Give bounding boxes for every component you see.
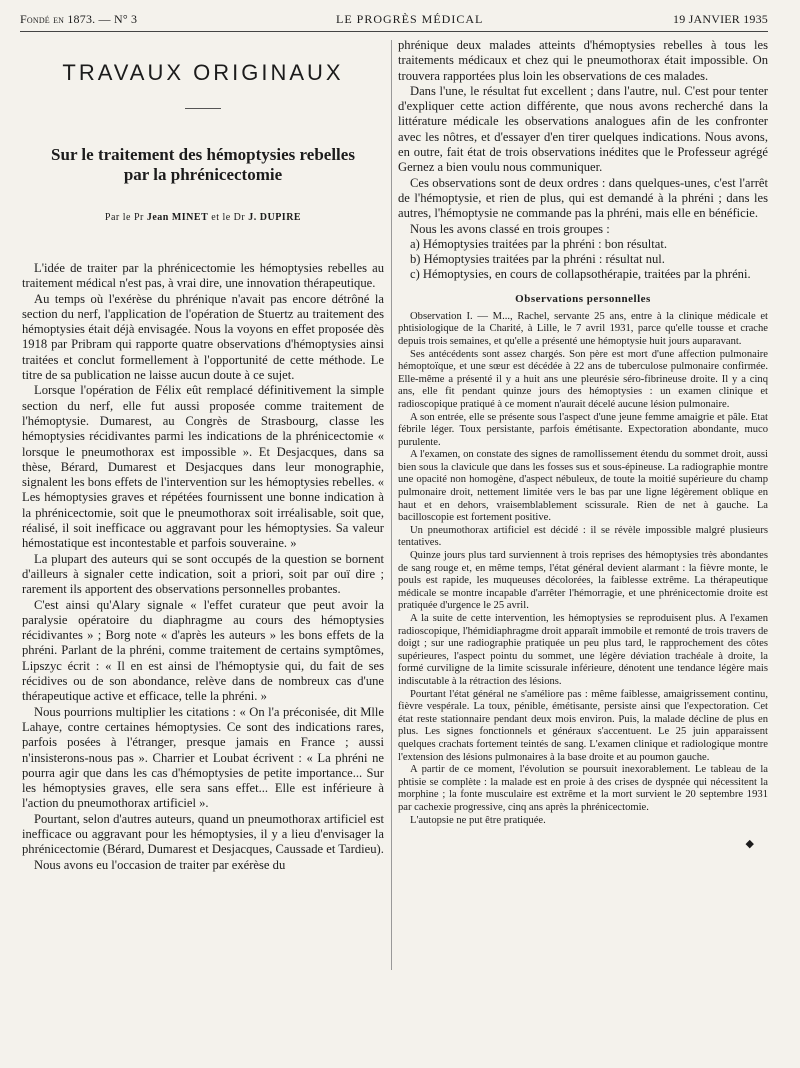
paragraph: Pourtant, selon d'autres auteurs, quand un pneumothorax artificiel est inefficace ou aggravant pour les hémoptysies, il y a lieu d'envisager la phrénicectomie (Bérard, Dumarest et Desjacques, Caussade et Tardieu). — [22, 811, 384, 857]
authors-mid: et le Dr — [211, 212, 246, 223]
observations-heading: Observations personnelles — [515, 292, 651, 305]
article-authors — [22, 212, 384, 223]
right-column — [398, 38, 768, 850]
paragraph: La plupart des auteurs qui se sont occupés de la question se bornent d'ailleurs à signaler cette indication, soit a priori, soit par ouï dire ; rarement ils apportent des observations personnelles probantes. — [22, 551, 384, 597]
authors-prefix: Par le Pr — [104, 212, 144, 223]
paragraph: phrénique deux malades atteints d'hémoptysies rebelles à tous les traitements médicaux et chez qui le pneumothorax était impossible. On trouvera rapportées plus loin les observations de ces malades. — [398, 38, 768, 83]
observation-paragraph: A partir de ce moment, l'évolution se poursuit inexorablement. Le tableau de la phtisie se complète : la malade est en proie à des crises de dyspnée qui nécessitent la morphine ; la fonte musculaire est extrême et la mort survient le 20 septembre 1931 par cachexie progressive, cinq ans après la phrénicectomie. — [398, 764, 768, 813]
column-divider — [391, 40, 392, 970]
observations-body — [398, 311, 768, 827]
left-column — [22, 38, 384, 873]
title-rule — [185, 108, 221, 109]
observation-paragraph: Quinze jours plus tard surviennent à trois reprises des hémoptysies très abondantes de sang rouge et, en même temps, l'état général devient alarmant : la fièvre monte, le pouls est rapide, les muqueuses décolorées, la faiblesse extrême. La thérapeutique médicale se montre incapable d'arrêter l'hémorragie, et une phrénicectomie droite est pratiquée d'urgence le 25 avril. — [398, 550, 768, 612]
paragraph: C'est ainsi qu'Alary signale « l'effet curateur que peut avoir la paralysie opératoire du diaphragme au cours des hémoptysies récidivantes » ; Borg note « d'après les auteurs » les bons effets de la phréni. Parlant de la phréni, comme traitement de certains symptômes, Lipszyc écrit : « Il en est ainsi de l'hémoptysie qui, du fait de ses récidives ou de son abondance, relève dans de nombreux cas d'une thérapeutique active et efficace, telle la phréni. » — [22, 597, 384, 704]
paragraph: Ces observations sont de deux ordres : dans quelques-unes, c'est l'arrêt de l'hémoptysie, et rien de plus, qui est demandé à la phréni ; dans les autres, l'hémoptysie ne commande pas la phréni, mais elle en bénéficie. — [398, 175, 768, 221]
header-date: 19 JANVIER 1935 — [673, 12, 768, 26]
paragraph: L'idée de traiter par la phrénicectomie les hémoptysies rebelles au traitement médical n'est pas, à vrai dire, une innovation thérapeutique. — [22, 261, 384, 291]
paragraph: Lorsque l'opération de Félix eût remplacé définitivement la simple section du nerf, elle fut aussi proposée comme traitement de l'hémoptysie. Dumarest, au Congrès de Strasbourg, classe les hémoptysies récidivantes parmi les indications de la phrénicectomie « lorsque le pneumothorax est impossible ». Et Desjacques, dans sa thèse, Bérard, Dumarest et Desjacques dans leur monographie, signalent les bons effets de l'intervention sur les hémoptysies rebelles. « Les hémoptysies graves et répétées fournissent une bonne indication à la phrénicectomie, soit que le pneumothorax soit irréalisable, soit que, réalisé, il soit inefficace ou aggravant pour les hémoptysies. Sa valeur hémostatique est incontestable et parfois souveraine. » — [22, 383, 384, 551]
observation-paragraph: A l'examen, on constate des signes de ramollissement étendu du sommet droit, aussi bien sous la clavicule que dans les fosses sus et sous-épineuse. La radiographie montre une opacité non homogène, d'aspect nébuleux, de toute la moitié supérieure du champ pulmonaire droit, nettement limitée vers le bas par une ligne légèrement oblique en haut et en dehors, vraisemblablement scissurale. Rien de net à gauche. La bacilloscopie est fortement positive. — [398, 449, 768, 524]
end-ornament: ◆ — [745, 838, 754, 851]
paragraph: Nous les avons classé en trois groupes : — [410, 221, 610, 236]
author-1: Jean MINET — [146, 212, 209, 223]
list-item: a) Hémoptysies traitées par la phréni : bon résultat. — [410, 236, 668, 251]
list-item: b) Hémoptysies traitées par la phréni : résultat nul. — [410, 252, 665, 267]
running-header — [20, 8, 768, 32]
paragraph: Nous avons eu l'occasion de traiter par exérèse du — [34, 857, 286, 872]
right-body — [398, 38, 768, 283]
observation-paragraph: Observation I. — M..., Rachel, servante 25 ans, entre à la clinique médicale et phtisiologique de la Charité, à Lille, le 7 avril 1931, parce qu'elle tousse et crache depuis trois semaines, et qu'elle a présenté une hémoptysie huit jours auparavant. — [398, 310, 768, 347]
observation-paragraph: Un pneumothorax artificiel est décidé : il se révèle impossible malgré plusieurs tentatives. — [398, 524, 768, 549]
article-title-line1: Sur le traitement des hémoptysies rebelles — [51, 145, 355, 164]
observation-paragraph: A son entrée, elle se présente sous l'aspect d'une jeune femme amaigrie et pâle. Etat fébrile léger. Toux persistante, parfois émétisante. Expectoration abondante, muco purulente. — [398, 411, 768, 448]
paragraph: Dans l'une, le résultat fut excellent ; dans l'autre, nul. C'est pour tenter d'expliquer cette action différente, que nous avons recherché dans la littérature médicale les observations analogues afin de les confronter avec les nôtres, et d'essayer d'en tirer quelques indications. Nous avons, en outre, fait état de trois observations inédites que le Professeur agrégé Gernez a bien voulu nous communiquer. — [398, 83, 768, 175]
observation-paragraph: Ses antécédents sont assez chargés. Son père est mort d'une affection pulmonaire hémoptoïque, et une sœur est décédée à 22 ans de tuberculose pulmonaire confirmée. Elle-même a présenté il y a huit ans une pleurésie séro-fibrineuse droite. Il y a cinq ans, elle fit pendant quinze jours des hémoptysies : un examen clinique et radioscopique pratiqué à ce moment n'aurait décelé aucune lésion pulmonaire. — [398, 348, 768, 410]
article-title — [22, 145, 384, 185]
paragraph: Nous pourrions multiplier les citations : « On l'a préconisée, dit Mlle Lahaye, contre certaines hémoptysies. Ce sont des indications rares, parfois posées à l'étranger, presque jamais en France ; aussi n'insisterons-nous pas ». Charrier et Loubat écrivent : « La phréni ne pourra agir que dans les cas d'hémoptysies de petite importance... Sur les hémoptysies graves, elle sera sans effet... Elle est inférieure à l'action du pneumothorax artificiel ». — [22, 704, 384, 811]
observation-paragraph: L'autopsie ne put être pratiquée. — [410, 814, 546, 826]
list-item: c) Hémoptysies, en cours de collapsothérapie, traitées par la phréni. — [410, 267, 751, 282]
observation-paragraph: A la suite de cette intervention, les hémoptysies se reproduisent plus. A l'examen radioscopique, l'hémidiaphragme droit apparaît immobile et remonté de trois travers de doigt ; sur une radiographie pratiquée un peu plus tard, le rapprochement des côtes supérieures, l'aspect pointu du sommet, une légère déviation trachéale à droite, la formé curviligne de la limite scissurale inférieure, dénotent une tendance légère mais indiscutable à la rétraction des lésions. — [398, 613, 768, 687]
article-title-line2: par la phrénicectomie — [123, 165, 283, 184]
header-founded: Fondé en 1873. — N° 3 — [20, 12, 138, 26]
header-journal-name: LE PROGRÈS MÉDICAL — [336, 12, 484, 26]
paragraph: Au temps où l'exérèse du phrénique n'avait pas encore détrôné la section du nerf, l'application de l'opération de Stuertz au traitement des hémoptysies était déjà envisagée. Nous la voyons en effet proposée dès 1918 par Pribram qui rapporte quatre observations d'hémoptysies ainsi traitées et conclut formellement à l'opportunité de cette méthode. Le titre de sa publication ne laisse aucun doute à ce sujet. — [22, 291, 384, 383]
observation-paragraph: Pourtant l'état général ne s'améliore pas : même faiblesse, amaigrissement continu, fièvre vespérale. La toux, pénible, émétisante, persiste ainsi que l'expectoration. Cet état reste stationnaire pendant deux mois environ. Puis, la malade décline de plus en plus. Les signes fonctionnels et généraux s'accentuent. Le 25 juin apparaissent quelques crachats fortement teintés de sang. L'examen clinique et radiologique montre l'extension des lésions pulmonaires à la base droite et au poumon gauche. — [398, 688, 768, 763]
left-body — [22, 261, 384, 873]
author-2: J. DUPIRE — [248, 212, 302, 223]
header-rule — [20, 31, 768, 32]
section-title: TRAVAUX ORIGINAUX — [62, 60, 344, 85]
